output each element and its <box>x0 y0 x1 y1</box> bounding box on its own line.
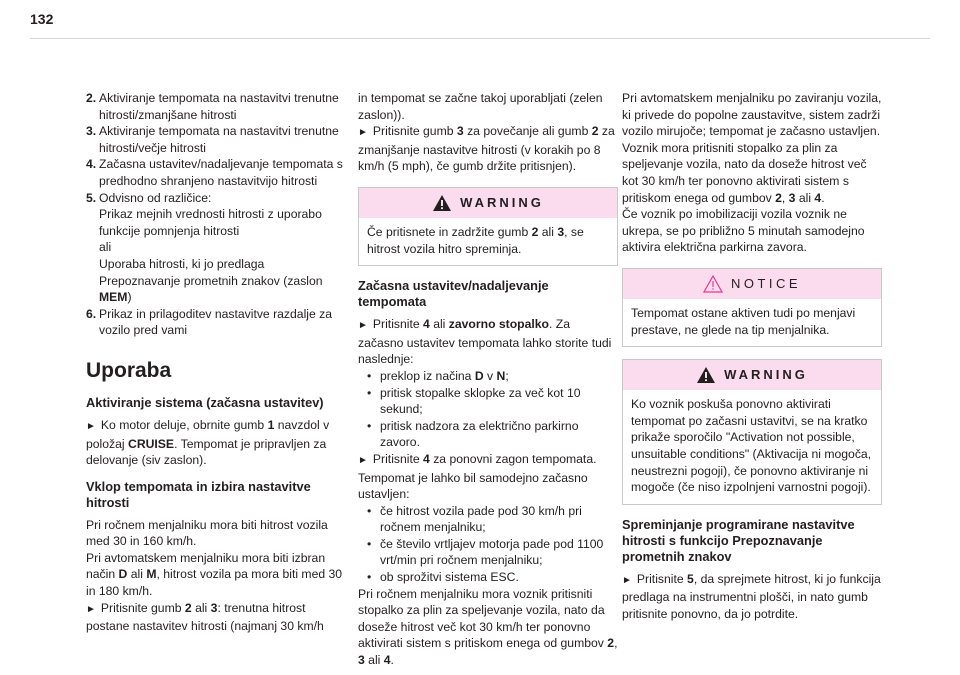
manual-restart-paragraph: Pri ročnem menjalniku mora voznik pritisniti stopalko za plin za speljevanje vozila, nato da doseže hitrost več kot 30 km/h ter ponovno aktivirati sistem s pritiskom enega od gumbov 2, 3 ali 4. <box>358 586 618 668</box>
list-item: • preklop iz načina D v N; <box>367 368 509 383</box>
heading-speed-select: Vklop tempomata in izbira nastavitve hitrosti <box>86 478 311 510</box>
auto-stop-paragraph: Tempomat je lahko bil samodejno začasno ustavljen: <box>358 470 588 502</box>
list-item: 4. Začasna ustavitev/nadaljevanje tempomata s predhodno shranjeno nastavitvijo hitrosti <box>86 157 343 188</box>
warning-title: WARNING <box>460 194 544 210</box>
arrow-right-icon: ► <box>622 574 632 586</box>
arrow-right-icon: ► <box>358 127 368 139</box>
column-1 <box>86 90 346 641</box>
warning-triangle-icon <box>432 194 452 212</box>
notice-box <box>622 268 882 347</box>
notice-text: Tempomat ostane aktiven tudi po menjavi prestave, ne glede na tip menjalnika. <box>631 305 856 337</box>
arrow-right-icon: ► <box>86 603 96 615</box>
bullet-icon: • <box>367 385 372 400</box>
auto-paragraph: Pri avtomatskem menjalniku mora biti izbran način D ali M, hitrost vozila pa mora biti med 30 in 180 km/h. <box>86 550 343 599</box>
header-divider <box>30 38 930 39</box>
section-title: Uporaba <box>86 358 172 382</box>
notice-title: NOTICE <box>730 275 802 291</box>
column-3 <box>622 90 882 628</box>
notice-triangle-icon <box>703 275 723 293</box>
press-paragraph: ► Pritisnite gumb 2 ali 3: trenutna hitrost postane nastavitev hitrosti (najmanj 30 km/h <box>86 600 324 634</box>
activation-paragraph: ► Ko motor deluje, obrnite gumb 1 navzdol v položaj CRUISE. Tempomat je pripravljen za delovanje (siv zaslon). <box>86 417 330 468</box>
list-item: 6. Prikaz in prilagoditev nastavitve razdalje za vozilo pred vami <box>86 306 333 338</box>
pause-paragraph: ► Pritisnite 4 ali zavorno stopalko. Za začasno ustavitev tempomata lahko storite tudi naslednje: <box>358 317 612 367</box>
warning-box <box>358 187 618 266</box>
column-2 <box>358 90 618 675</box>
warning-title: WARNING <box>724 366 808 382</box>
warning-box <box>622 359 882 505</box>
list-item: 5. Odvisno od različice: Prikaz mejnih vrednosti hitrosti z uporabo funkcije pomnjenja hitrosti ali Uporaba hitrosti, ki jo predlaga Prepoznavanje prometnih znakov (zaslon MEM) <box>86 190 323 305</box>
arrow-right-icon: ► <box>86 420 96 432</box>
auto-hold-paragraph: Pri avtomatskem menjalniku po zaviranju vozila, ki privede do popolne zaustavitve, sistem zadrži vozilo mirujoče; tempomat je začasno ustavljen. Voznik mora pritisniti stopalko za plin za speljevanje vozila, nato da doseže hitrost več kot 30 km/h ter ponovno aktivirati sistem s pritiskom enega od gumbov 2, 3 ali 4. Če voznik po imobilizaciji vozila voznik ne ukrepa, se po približno 5 minutah samodejno aktivira električna parkirna zavora. <box>622 91 882 255</box>
continuation-paragraph: in tempomat se začne takoj uporabljati (zelen zaslon)). <box>358 91 603 122</box>
increase-paragraph: ► Pritisnite gumb 3 za povečanje ali gumb 2 za zmanjšanje nastavitve hitrosti (v korakih po 8 km/h (5 mph), če gumb držite pritisnjen). <box>358 124 615 174</box>
bullet-icon: • <box>367 368 372 383</box>
bullet-icon: • <box>367 503 372 518</box>
list-item: 2. Aktiviranje tempomata na nastavitvi trenutne hitrosti/zmanjšane hitrosti <box>86 91 339 122</box>
list-item: • če hitrost vozila pade pod 30 km/h pri ročnem menjalniku; <box>367 503 582 535</box>
list-item: • ob sprožitvi sistema ESC. <box>367 570 519 585</box>
bullet-icon: • <box>367 536 372 551</box>
manual-paragraph: Pri ročnem menjalniku mora biti hitrost vozila med 30 in 160 km/h. <box>86 517 328 549</box>
program-paragraph: ► Pritisnite 5, da sprejmete hitrost, ki jo funkcija predlaga na instrumentni plošči, in nato gumb pritisnite ponovno, da jo potrdite. <box>622 571 881 621</box>
arrow-right-icon: ► <box>358 454 368 466</box>
warning-text: Ko voznik poskuša ponovno aktivirati tempomat po začasni ustavitvi, se na kratko prikaže sporočilo "Activation not possible, unsuitable conditions" (Aktivacija ni mogoča, neustrezni pogoji), če ponovno aktiviranje ni mogoče (če niso izpolnjeni varnostni pogoji). <box>631 397 872 495</box>
list-item: • pritisk nadzora za električno parkirno zavoro. <box>367 418 579 450</box>
arrow-right-icon: ► <box>358 320 368 332</box>
heading-program-speed: Spreminjanje programirane nastavitve hitrosti s funkcijo Prepoznavanje prometnih znakov <box>622 516 855 564</box>
bullet-icon: • <box>367 418 372 433</box>
page-number: 132 <box>30 11 54 27</box>
list-item: • pritisk stopalke sklopke za več kot 10 sekund; <box>367 385 581 417</box>
heading-pause-resume: Začasna ustavitev/nadaljevanje tempomata <box>358 278 549 310</box>
warning-triangle-icon <box>696 366 716 384</box>
resume-paragraph: ► Pritisnite 4 za ponovni zagon tempomata. <box>358 451 597 466</box>
list-item: 3. Aktiviranje tempomata na nastavitvi trenutne hitrosti/večje hitrosti <box>86 124 339 155</box>
bullet-icon: • <box>367 570 372 585</box>
heading-activation: Aktiviranje sistema (začasna ustavitev) <box>86 394 324 410</box>
list-item: • če število vrtljajev motorja pade pod 1100 vrt/min pri ročnem menjalniku; <box>367 536 604 568</box>
warning-text: Če pritisnete in zadržite gumb 2 ali 3, se hitrost vozila hitro spreminja. <box>367 224 584 256</box>
